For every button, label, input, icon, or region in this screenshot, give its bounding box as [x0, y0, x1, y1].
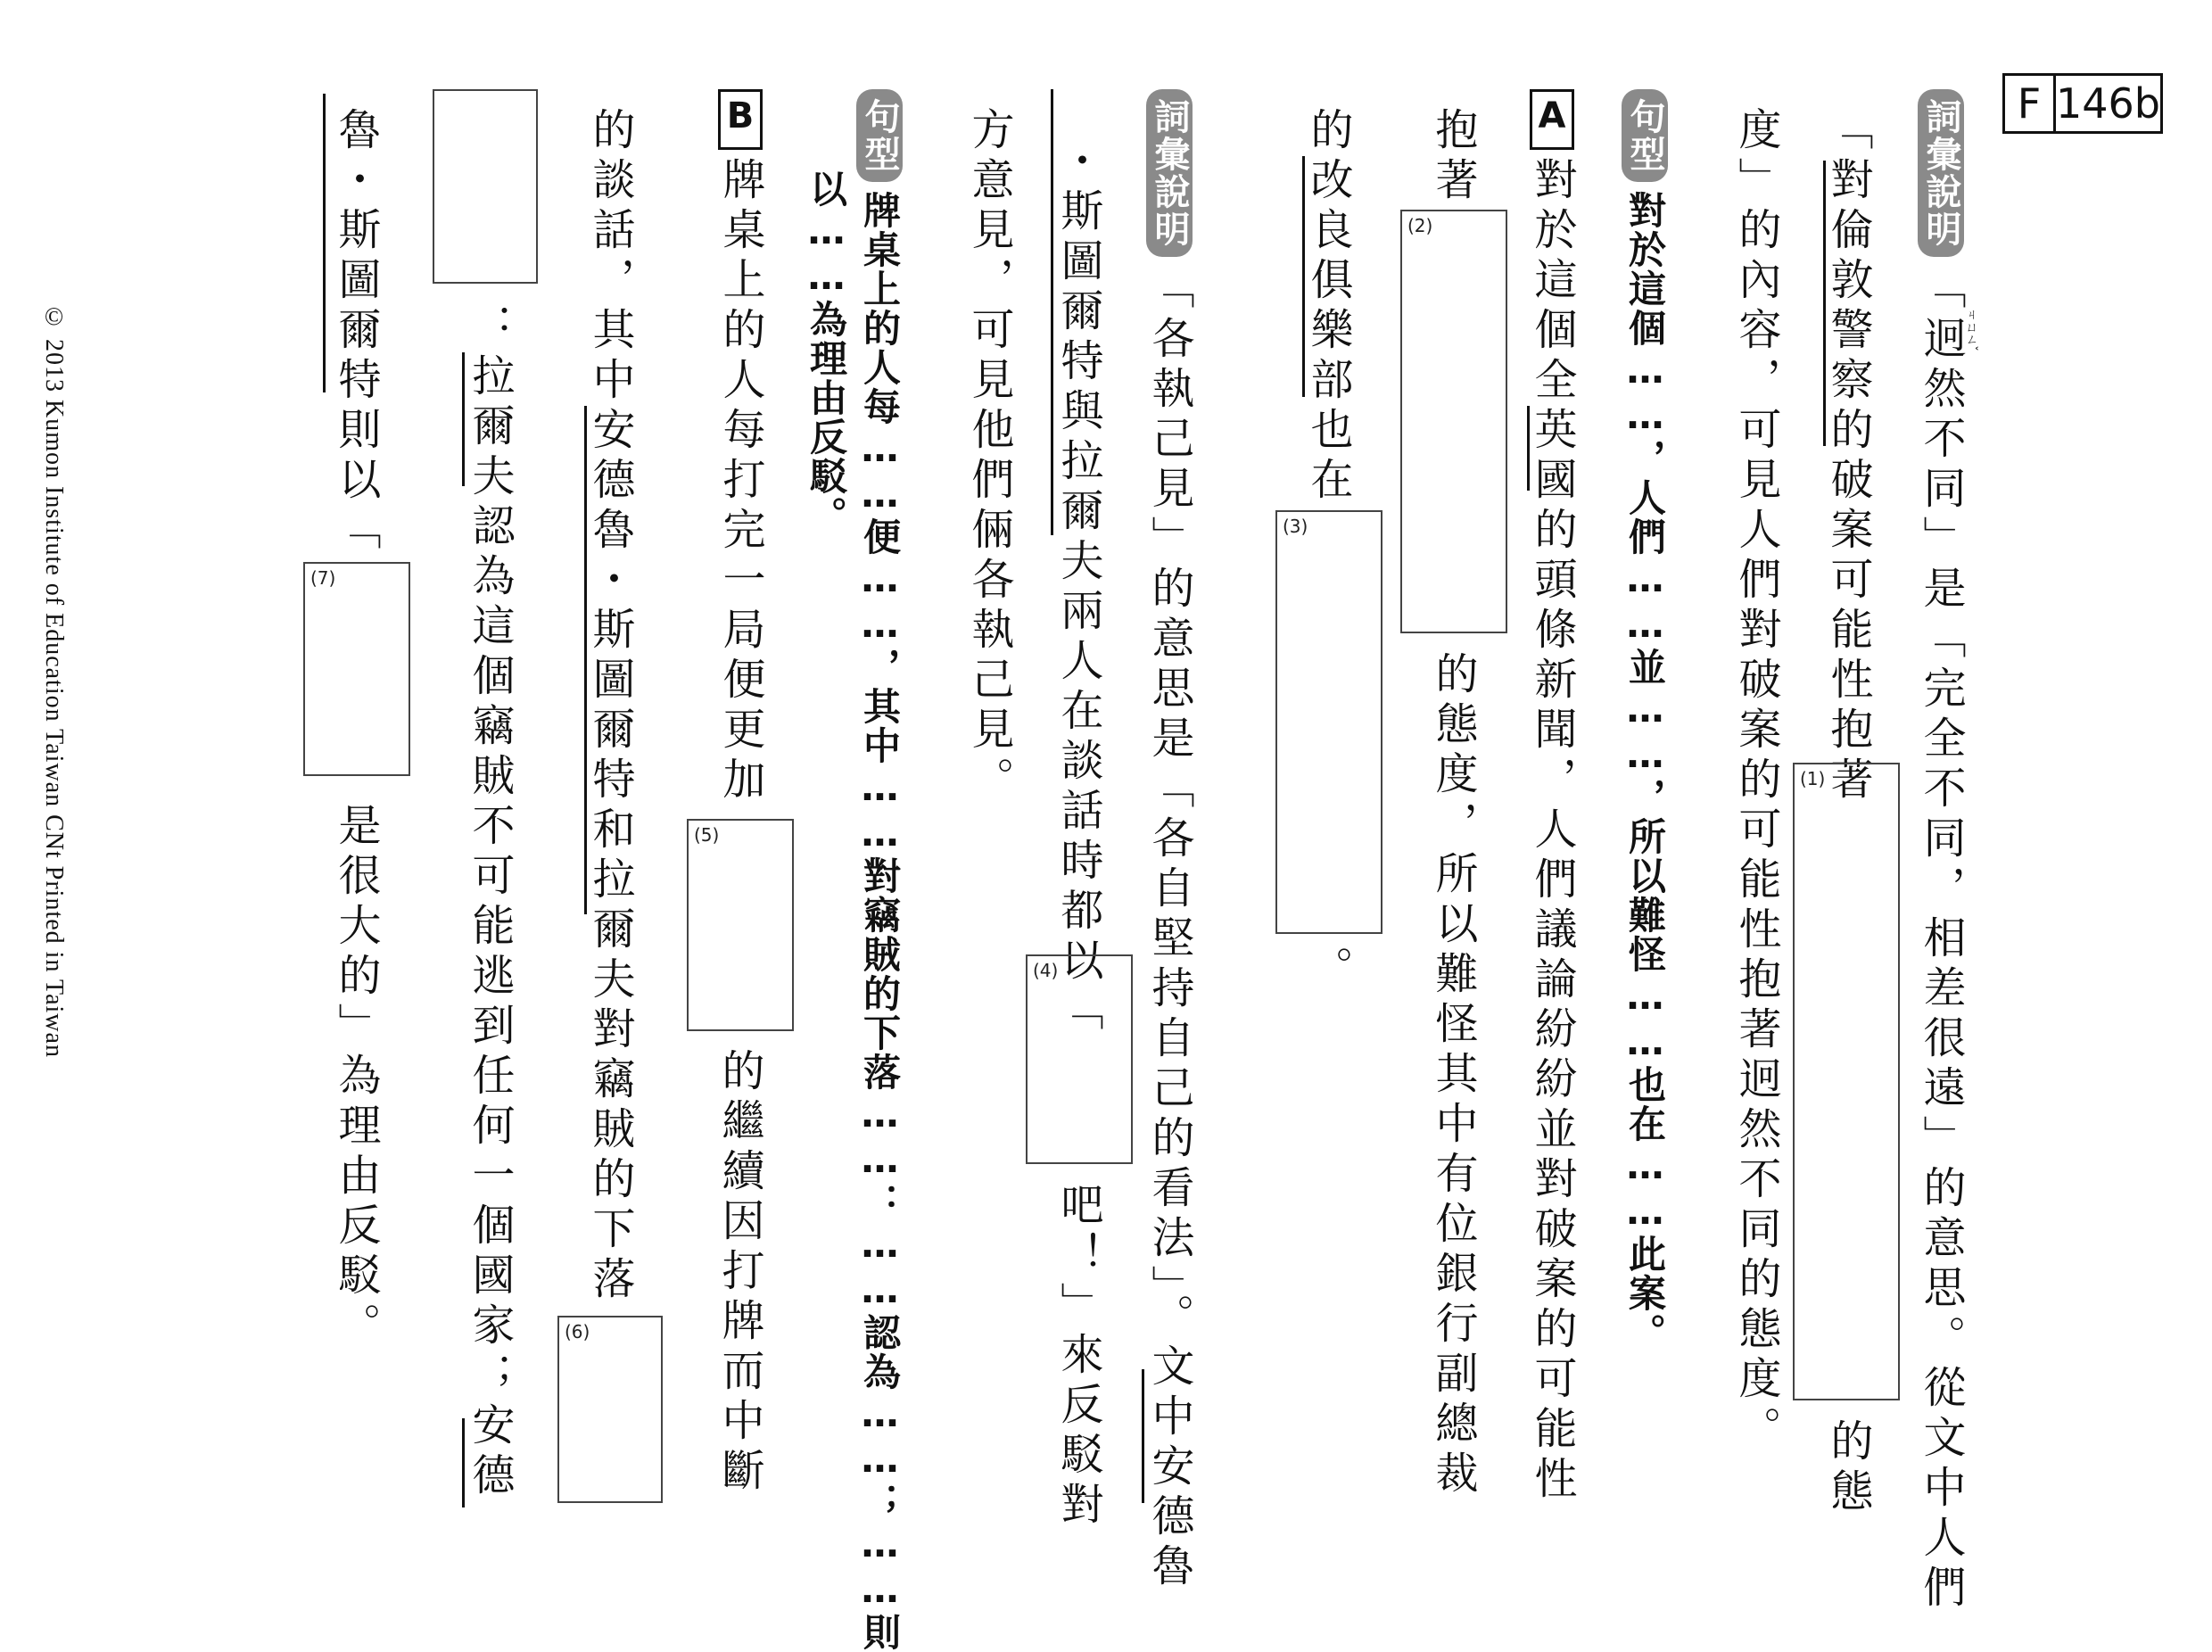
- answer-box-2[interactable]: [1400, 210, 1507, 633]
- column-14: ：拉爾夫認為這個竊賊不可能逃到任何一個國家；安德: [465, 303, 515, 1502]
- blank-box[interactable]: [433, 89, 538, 284]
- underline-marker: [1142, 1369, 1144, 1503]
- answer-box-3[interactable]: [1275, 510, 1382, 934]
- page-tag: [2002, 73, 2163, 134]
- column-6a: 抱著: [1428, 107, 1478, 207]
- column-12b: 的繼續因打牌而中斷: [714, 1048, 764, 1498]
- column-5-text: 對於這個全英國的頭條新聞，人們議論紛紛並對破案的可能性: [1527, 157, 1577, 1506]
- answer-box-label: (5): [694, 824, 720, 846]
- answer-box-label: (4): [1033, 960, 1059, 981]
- answer-box-1[interactable]: [1793, 763, 1900, 1400]
- copyright: © 2013 Kumon Institute of Education Taiwan CNt Printed in Taiwan: [40, 303, 68, 1058]
- column-10: 方意見，可見他們倆各執己見。: [964, 107, 1014, 806]
- column-11: [856, 89, 903, 1652]
- column-12: [715, 89, 765, 806]
- section-b-label: B: [718, 89, 763, 150]
- column-9b: 吧！」來反駁對: [1053, 1182, 1103, 1532]
- answer-box-label: (7): [310, 567, 336, 589]
- column-8-text: 「各執己見」的意思是「各自堅持自己的看法」。文中安德魯: [1144, 266, 1194, 1593]
- underline-marker: [323, 94, 326, 392]
- column-12-text: 牌桌上的人每打完一局便更加: [715, 157, 765, 806]
- column-1: [1918, 89, 1964, 1615]
- column-4-text: 對於這個……，人們……並……，所以難怪……也在……此案。: [1623, 191, 1667, 1352]
- vocab-label-2: 詞彙說明: [1146, 89, 1193, 257]
- tag-letter: F: [2005, 76, 2056, 131]
- answer-box-label: (1): [1800, 768, 1826, 789]
- answer-box-6[interactable]: [557, 1316, 663, 1503]
- underline-marker: [584, 807, 587, 914]
- section-a-label: A: [1530, 89, 1574, 150]
- column-15b: 是很大的」為理由反駁。: [331, 803, 381, 1352]
- answer-box-7[interactable]: [303, 562, 410, 776]
- column-9a: ・斯圖爾特與拉爾夫兩人在談話時都以「: [1053, 138, 1103, 1037]
- column-4: [1622, 89, 1668, 1352]
- column-13: 的談話，其中安德魯・斯圖爾特和拉爾夫對竊賊的下落: [585, 107, 635, 1306]
- column-1-text: 「迥然不同」是「完全不同，相差很遠」的意思。從文中人們: [1916, 266, 1966, 1615]
- underline-marker: [462, 352, 465, 486]
- column-5: [1527, 89, 1577, 1506]
- underline-marker: [462, 1418, 465, 1507]
- column-11b: 以……為理由反駁。: [805, 169, 848, 535]
- column-15a: 魯・斯圖爾特則以「: [331, 107, 381, 557]
- pattern-label: 句型: [1622, 89, 1668, 182]
- underline-marker: [1823, 161, 1826, 446]
- answer-box-label: (6): [565, 1321, 590, 1342]
- underline-marker: [1302, 156, 1305, 397]
- answer-box-4[interactable]: [1026, 954, 1133, 1164]
- column-3: 度」的內容，可見人們對破案的可能性抱著迥然不同的態度。: [1731, 107, 1781, 1456]
- underline-marker: [1051, 89, 1053, 535]
- column-6b: 的態度，所以難怪其中有位銀行副總裁: [1428, 651, 1478, 1500]
- column-2b: 的態: [1823, 1418, 1873, 1518]
- answer-box-label: (2): [1407, 215, 1433, 236]
- column-8: [1146, 89, 1193, 1593]
- column-11-text: 牌桌上的人每……便……，其中……對竊賊的下落……：……認為……；……則: [858, 191, 902, 1652]
- answer-box-5[interactable]: [687, 819, 794, 1031]
- column-2a: 「對倫敦警察的破案可能性抱著: [1823, 107, 1873, 806]
- pattern-label-2: 句型: [856, 89, 903, 182]
- column-7a: 的改良俱樂部也在: [1303, 107, 1353, 507]
- tag-number: 146b: [2056, 79, 2160, 128]
- column-7b: 。: [1303, 946, 1353, 995]
- underline-marker: [1527, 406, 1530, 491]
- underline-marker: [584, 406, 587, 807]
- ruby-annotation: ㄐㄩㄥˇ: [1964, 308, 1978, 351]
- answer-box-label: (3): [1283, 516, 1308, 537]
- vocab-label: 詞彙說明: [1918, 89, 1964, 257]
